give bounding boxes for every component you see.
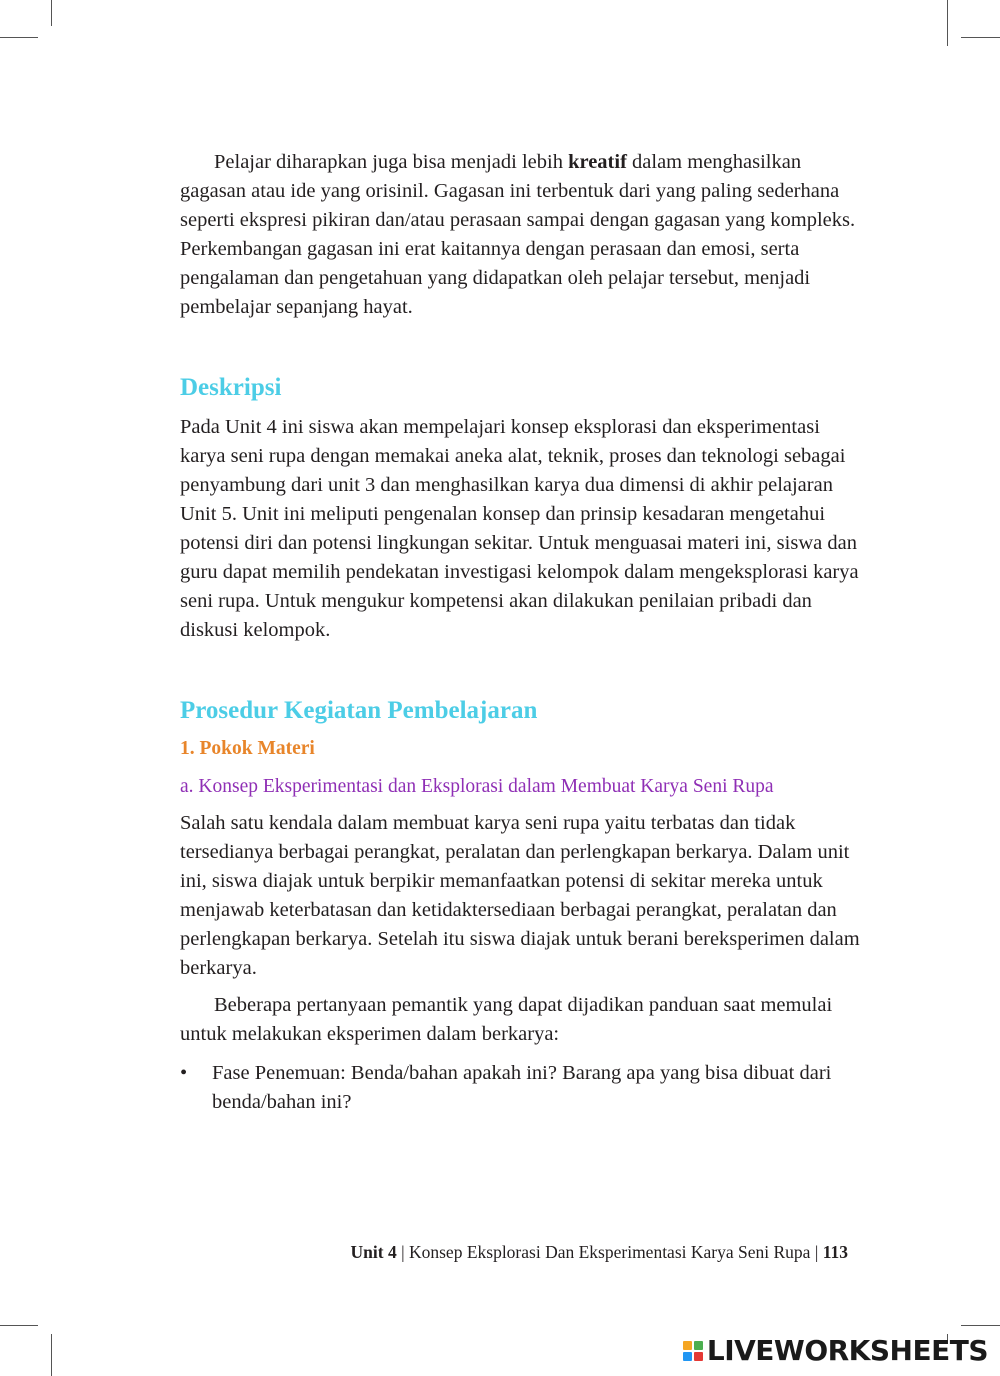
intro-paragraph xyxy=(180,148,860,322)
deskripsi-heading: Deskripsi xyxy=(180,374,282,401)
bullet-item xyxy=(180,1059,860,1117)
deskripsi-paragraph: Pada Unit 4 ini siswa akan mempelajari konsep eksplorasi dan eksperimentasi karya seni rupa dengan memakai aneka alat, teknik, proses dan teknologi sebagai penyambung dari unit 3 dan menghasilkan karya dua dimensi di akhir pelajaran Unit 5. Unit ini meliputi pengenalan konsep dan prinsip kesadaran mengetahui potensi diri dan potensi lingkungan sekitar. Untuk menguasai materi ini, siswa dan guru dapat memilih pendekatan investigasi kelompok dalam mengeksplorasi karya seni rupa. Untuk mengukur kompetensi akan dilakukan penilaian pribadi dan diskusi kelompok. xyxy=(180,416,859,641)
pertanyaan-paragraph: Beberapa pertanyaan pemantik yang dapat dijadikan panduan saat memulai untuk melakukan eksperimen dalam berkarya: xyxy=(180,994,833,1045)
crop-mark xyxy=(0,1325,38,1326)
footer-separator: | xyxy=(814,1242,819,1262)
page-footer xyxy=(351,1240,848,1264)
intro-text-start: Pelajar diharapkan juga bisa menjadi lebih xyxy=(214,151,569,173)
bullet-text: Fase Penemuan: Benda/bahan apakah ini? Barang apa yang bisa dibuat dari benda/bahan ini? xyxy=(212,1062,832,1113)
footer-title: Konsep Eksplorasi Dan Eksperimentasi Karya Seni Rupa xyxy=(408,1242,811,1262)
footer-unit: Unit 4 xyxy=(350,1242,397,1262)
prosedur-heading: Prosedur Kegiatan Pembelajaran xyxy=(180,697,538,724)
bullet-dot-icon: • xyxy=(180,1062,188,1084)
footer-separator: | xyxy=(401,1242,405,1262)
crop-mark xyxy=(961,1325,1000,1326)
pokok-materi-heading: 1. Pokok Materi xyxy=(180,738,315,759)
prosedur-paragraph: Salah satu kendala dalam membuat karya seni rupa yaitu terbatas dan tidak tersedianya berbagai perangkat, peralatan dan perlengkapan berkarya. Dalam unit ini, siswa diajak untuk berpikir memanfaatkan potensi di sekitar mereka untuk menjawab keterbatasan dan ketidaktersediaan berbagai perangkat, peralatan dan perlengkapan berkarya. Setelah itu siswa diajak untuk berani bereksperimen dalam berkarya. xyxy=(180,812,860,979)
crop-mark xyxy=(947,0,948,46)
crop-mark xyxy=(0,37,38,38)
crop-mark xyxy=(961,37,1000,38)
intro-text-end: dalam menghasilkan gagasan atau ide yang orisinil. Gagasan ini terbentuk dari yang paling sederhana seperti ekspresi pikiran dan/atau perasaan sampai dengan gagasan yang kompleks. Perkembangan gagasan ini erat kaitannya dengan perasaan dan emosi, serta pengalaman dan pengetahuan yang didapatkan oleh pelajar tersebut, menjadi pembelajar sepanjang hayat. xyxy=(180,151,856,318)
crop-mark xyxy=(51,0,52,26)
crop-mark xyxy=(51,1334,52,1376)
liveworksheets-logo xyxy=(683,1334,988,1367)
logo-text: LIVEWORKSHEETS xyxy=(706,1334,988,1367)
konsep-subheading: a. Konsep Eksperimentasi dan Eksplorasi dalam Membuat Karya Seni Rupa xyxy=(180,776,774,797)
logo-icon xyxy=(683,1341,703,1361)
page-content xyxy=(180,148,860,1117)
page-number: 113 xyxy=(822,1242,848,1262)
intro-bold-word: kreatif xyxy=(568,151,627,173)
